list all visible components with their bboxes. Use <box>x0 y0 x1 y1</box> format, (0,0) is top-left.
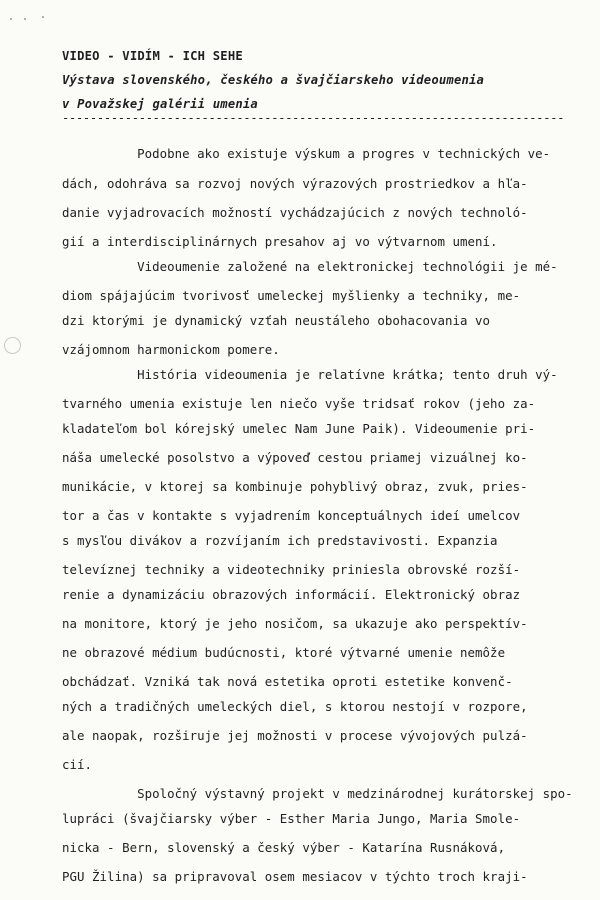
text-line: s mysľou divákov a rozvíjaním ich predstavivosti. Expanzia <box>62 533 498 548</box>
text-line: cií. <box>62 757 93 772</box>
document-subtitle-line-2: v Považskej galérii umenia <box>62 97 258 111</box>
text-line: obchádzať. Vzniká tak nová estetika oproti estetike konvenč- <box>62 674 513 689</box>
header-dashed-rule: ------------------------------------------------------------------------ <box>62 111 565 125</box>
text-line: História videoumenia je relatívne krátka; tento druh vý- <box>62 367 558 382</box>
text-line: renie a dynamizáciu obrazových informácií. Elektronický obraz <box>62 587 521 602</box>
text-line: ných a tradičných umeleckých diel, s ktorou nestojí v rozpore, <box>62 699 528 714</box>
paper-speck <box>24 18 26 20</box>
text-line: danie vyjadrovacích možností vychádzajúcich z nových technoló- <box>62 205 528 220</box>
paper-speck <box>42 16 44 18</box>
text-line: kladateľom bol kórejský umelec Nam June Paik). Videoumenie pri- <box>62 421 536 436</box>
text-line: televíznej techniky a videotechniky priniesla obrovské rozší- <box>62 562 521 577</box>
text-line: ne obrazové médium budúcnosti, ktoré výtvarné umenie nemôže <box>62 645 506 660</box>
paper-speck <box>10 18 12 20</box>
text-line: Spoločný výstavný projekt v medzinárodnej kurátorskej spo- <box>62 786 573 801</box>
text-line: náša umelecké posolstvo a výpoveď cestou priamej vizuálnej ko- <box>62 450 528 465</box>
text-line: na monitore, ktorý je jeho nosičom, sa ukazuje ako perspektív- <box>62 616 528 631</box>
document-header <box>62 44 484 116</box>
text-line: tvarného umenia existuje len niečo vyše tridsať rokov (jeho za- <box>62 396 536 411</box>
text-line: dzi ktorými je dynamický vzťah neustáleho obohacovania vo <box>62 313 491 328</box>
text-line: Videoumenie založené na elektronickej technológii je mé- <box>62 259 558 274</box>
document-subtitle-line-1: Výstava slovenského, českého a švajčiarskeho videoumenia <box>62 73 485 87</box>
text-line: PGU Žilina) sa pripravoval osem mesiacov v týchto troch kraji- <box>62 869 528 884</box>
text-line: dách, odohráva sa rozvoj nových výrazových prostriedkov a hľa- <box>62 176 528 191</box>
text-line: nicka - Bern, slovenský a český výber - Katarína Rusnáková, <box>62 840 506 855</box>
text-line: Podobne ako existuje výskum a progres v technických ve- <box>62 146 551 161</box>
text-line: gií a interdisciplinárnych presahov aj vo výtvarnom umení. <box>62 234 498 249</box>
text-line: ale naopak, rozširuje jej možnosti v procese vývojových pulzá- <box>62 728 528 743</box>
punch-hole <box>4 337 21 354</box>
text-line: vzájomnom harmonickom pomere. <box>62 342 280 357</box>
text-line: tor a čas v kontakte s vyjadrením konceptuálnych ideí umelcov <box>62 508 521 523</box>
text-line: munikácie, v ktorej sa kombinuje pohyblivý obraz, zvuk, pries- <box>62 479 528 494</box>
document-title: VIDEO - VIDÍM - ICH SEHE <box>62 49 243 63</box>
text-line: diom spájajúcim tvorivosť umeleckej myšlienky a techniky, me- <box>62 288 521 303</box>
text-line: lupráci (švajčiarsky výber - Esther Maria Jungo, Maria Smole- <box>62 811 521 826</box>
